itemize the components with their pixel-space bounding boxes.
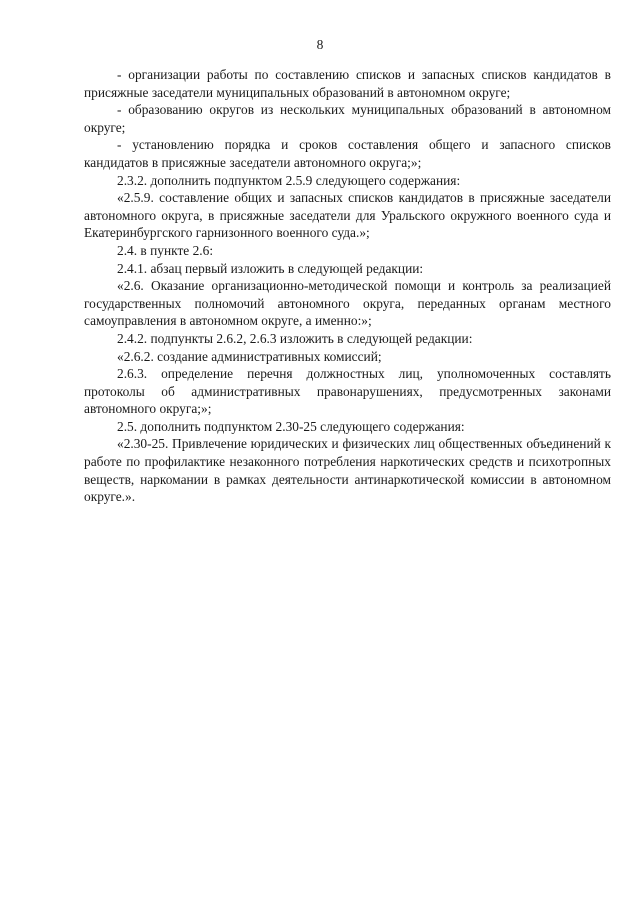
paragraph-list-item-procedure: - установлению порядка и сроков составления общего и запасного списков кандидатов в присяжные заседатели автономного округа;»; xyxy=(84,137,611,170)
paragraph-quote-2-5-9: «2.5.9. составление общих и запасных списков кандидатов в присяжные заседатели автономного округа, в присяжные заседатели для Уральского окружного военного суда и Екатеринбургского гарнизонного военного суда.»; xyxy=(84,190,611,241)
paragraph-quote-2-6-2: «2.6.2. создание административных комиссий; xyxy=(117,348,382,364)
paragraph-amendment-2-4-1: 2.4.1. абзац первый изложить в следующей редакции: xyxy=(117,260,424,276)
paragraph-list-item-districts: - образованию округов из нескольких муниципальных образований в автономном округе; xyxy=(84,102,611,135)
document-body xyxy=(84,66,611,506)
paragraph-amendment-2-5: 2.5. дополнить подпунктом 2.30-25 следующего содержания: xyxy=(117,418,465,434)
paragraph-quote-2-6: «2.6. Оказание организационно-методической помощи и контроль за реализацией государственных полномочий автономного округа, переданных органам местного самоуправления в автономном округе, а именно:»; xyxy=(84,278,611,329)
paragraph-quote-2-30-25: «2.30-25. Привлечение юридических и физических лиц общественных объединений к работе по профилактике незаконного потребления наркотических средств и психотропных веществ, наркомании в рамках деятельности антинаркотической комиссии в автономном округе.». xyxy=(84,436,611,505)
page-number: 8 xyxy=(316,37,324,52)
paragraph-list-item-organization: - организации работы по составлению списков и запасных списков кандидатов в присяжные заседатели муниципальных образований в автономном округе; xyxy=(84,67,611,100)
paragraph-quote-2-6-3: 2.6.3. определение перечня должностных лиц, уполномоченных составлять протоколы об административных правонарушениях, предусмотренных законами автономного округа;»; xyxy=(84,366,611,417)
paragraph-amendment-2-3-2: 2.3.2. дополнить подпунктом 2.5.9 следующего содержания: xyxy=(117,172,461,188)
paragraph-amendment-2-4: 2.4. в пункте 2.6: xyxy=(117,242,214,258)
paragraph-amendment-2-4-2: 2.4.2. подпункты 2.6.2, 2.6.3 изложить в следующей редакции: xyxy=(117,330,473,346)
